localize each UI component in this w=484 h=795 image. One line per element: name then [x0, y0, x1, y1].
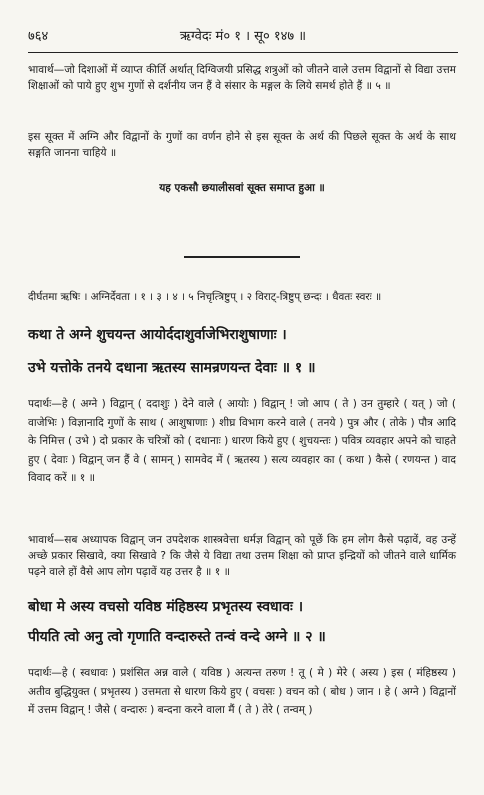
page-number: ७६४: [28, 29, 49, 44]
summary-paragraph: इस सूक्त में अग्नि और विद्वानों के गुणों का वर्णन होने से इस सूक्त के अर्थ की पिछले सूक्त के अर्थ के साथ सङ्गति जानना चाहिये ॥: [28, 131, 456, 159]
verse-1-line-2: उभे यत्तोके तनये दधाना ऋतस्य सामन्रणयन्त देवाः ॥ १ ॥: [28, 360, 316, 376]
running-title: ऋग्वेदः मं० १ । सू० १४७ ॥: [179, 29, 307, 44]
page-header: [28, 26, 458, 48]
header-rule: [28, 52, 458, 53]
bhavartha-paragraph: भावार्थ—जो दिशाओं में व्याप्त कीर्ति अर्थात् दिग्विजयी प्रसिद्ध शत्रुओं को जीतने वाले उत्तम विद्वानों से विद्या उत्तम शिक्षाओं को पाये हुए शुभ गुणों से दर्शनीय जन हैं वे संसार के मङ्गल के लिये समर्थ होते हैं ॥ ५ ॥: [28, 64, 456, 92]
padartha-paragraph-2: पदार्थः—हे ( स्वधावः ) प्रशंसित अन्न वाले ( यविष्ठ ) अत्यन्त तरुण ! तू ( मे ) मेरे ( अस्य ) इस ( मंहिष्ठस्य ) अतीव बुद्धियुक्त ( प्रभृतस्य ) उत्तमता से धारण किये हुए ( वचसः ) वचन को ( बोध ) जान । हे ( अग्ने ) विद्वानों में उत्तम विद्वान् ! जैसे ( वन्दारुः ) बन्दना करने वाला मैं ( ते ) तेरे ( तन्वम् ): [28, 667, 456, 716]
verse-1-line-1: कथा ते अग्ने शुचयन्त आयोर्ददाशुर्वाजेभिराशुषाणाः ।: [28, 327, 287, 343]
section-divider: [184, 256, 300, 258]
rishi-devata-line: दीर्घतमा ऋषिः । अग्निर्देवता । १ । ३ । ४ । ५ निचृत्त्रिष्टुप् । २ विराट्-त्रिष्टुप् छन्दः । धैवतः स्वरः ॥: [28, 291, 382, 303]
padartha-paragraph-1: पदार्थः—हे ( अग्ने ) विद्वान् ( ददाशुः ) देने वाले ( आयोः ) विद्वान् ! जो आप ( ते ) उन तुम्हारे ( यत् ) जो ( वाजेभिः ) विज्ञानादि गुणों के साथ ( आशुषाणाः ) शीघ्र विभाग करने वाले ( तनये ) पुत्र और ( तोके ) पौत्र आदि के निमित्त ( उभे ) दो प्रकार के चरित्रों को ( दधानाः ) धारण किये हुए ( शुचयन्तः ) पवित्र व्यवहार अपने को चाहते हुए ( देवाः ) विद्वान् जन हैं वे ( सामन् ) सामवेद में ( ऋतस्य ) सत्य व्यवहार का ( कथा ) कैसे ( रणयन्त ) वाद विवाद करें ॥ १ ॥: [28, 398, 456, 484]
verse-2-line-2: पीयति त्वो अनु त्वो गृणाति वन्दारुस्ते तन्वं वन्दे अग्ने ॥ २ ॥: [28, 629, 326, 645]
verse-2-line-1: बोधा मे अस्य वचसो यविष्ठ मंहिष्ठस्य प्रभृतस्य स्वधावः ।: [28, 599, 304, 615]
sukta-closing-line: यह एकसौ छयालीसवां सूक्त समाप्त हुआ ॥: [159, 182, 325, 194]
bhavartha-paragraph-2: भावार्थ—सब अध्यापक विद्वान् जन उपदेशक शास्त्रवेत्ता धर्मज्ञ विद्वान् को पूछें कि हम लोग कैसे पढ़ावें, वह उन्हें अच्छे प्रकार सिखावे, क्या सिखावे ? कि जैसे ये विद्या तथा उत्तम शिक्षा को प्राप्त इन्द्रियों को जीतने वाले धार्मिक पढ़ने वाले हों वैसे आप लोग पढ़ावें यह उत्तर है ॥ १ ॥: [28, 534, 456, 578]
